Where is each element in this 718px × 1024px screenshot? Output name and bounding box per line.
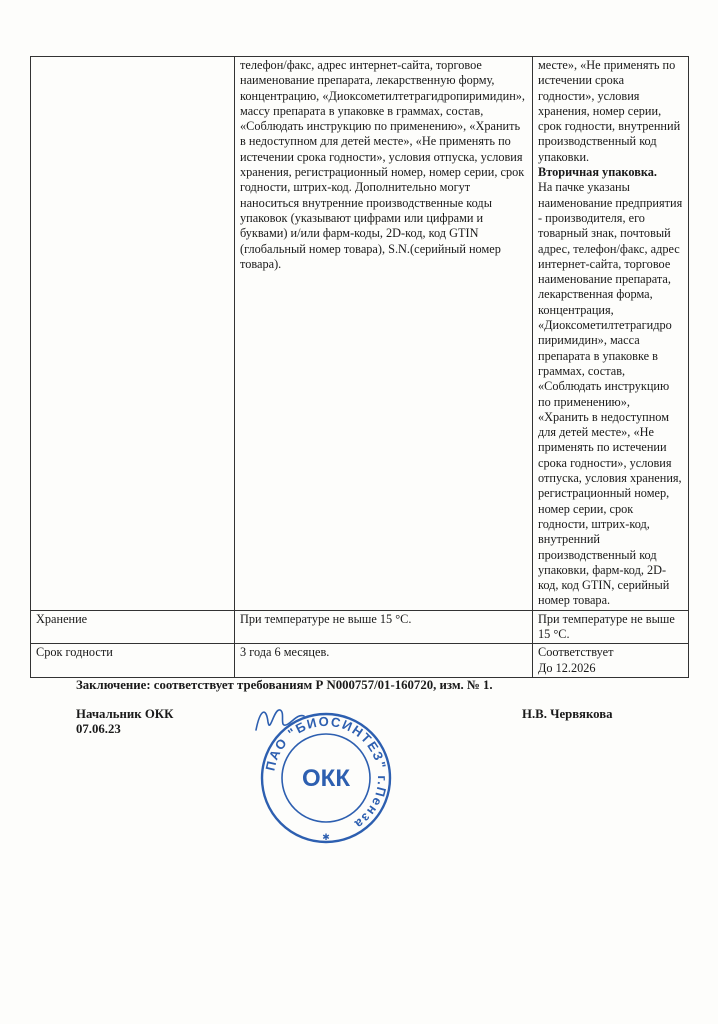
svg-text:ПАО "БИОСИНТЕЗ" г.Пенза: ПАО "БИОСИНТЕЗ" г.Пенза bbox=[262, 713, 391, 833]
secondary-packaging-heading: Вторичная упаковка. bbox=[538, 165, 657, 180]
result-line: Соответствует bbox=[538, 645, 614, 660]
label-cell: Хранение bbox=[31, 610, 235, 644]
signatory-name: Н.В. Червякова bbox=[522, 707, 613, 721]
requirement-cell: При температуре не выше 15 °C. bbox=[235, 610, 533, 644]
svg-text:ОКК: ОКК bbox=[302, 765, 350, 792]
signature-date: 07.06.23 bbox=[76, 722, 121, 736]
requirement-cell bbox=[235, 57, 533, 611]
result-cell bbox=[533, 57, 689, 611]
okk-stamp-seal bbox=[256, 708, 396, 848]
svg-text:✱: ✱ bbox=[322, 832, 330, 842]
label-cell bbox=[31, 57, 235, 611]
conclusion-text: Заключение: соответствует требованиям Р N000757/01-160720, изм. № 1. bbox=[76, 678, 493, 692]
head-title: Начальник ОКК bbox=[76, 707, 174, 721]
spec-table bbox=[30, 56, 689, 678]
requirement-text: телефон/факс, адрес интернет-сайта, торговое наименование препарата, лекарственную форму, концентрацию, «Диоксометилтетрагидропиримидин», массу препарата в упаковке в граммах, состав, «Соблюдать инструкцию по применению», «Хранить в недоступном для детей месте», «Не применять по истечении срока годности», условия отпуска, условия хранения, регистрационный номер, номер серии, срок годности, штрих-код. Дополнительно могут наноситься внутренние производственные коды упаковок (указывают цифрами или цифрами и буквами) и/или фарм-коды, 2D-код, код GTIN (глобальный номер товара), S.N.(серийный номер товара). bbox=[240, 58, 525, 271]
result-line: До 12.2026 bbox=[538, 660, 596, 675]
result-text-primary: месте», «Не применять по истечении срока годности», условия хранения, номер серии, срок годности, внутренний производственный код упаковки. bbox=[538, 58, 681, 164]
result-text-secondary: На пачке указаны наименование предприятия - производителя, его товарный знак, почтовый адрес, телефон/факс, адрес интернет-сайта, торговое наименование препарата, лекарственная форма, концентрация, «Диоксометилтетрагидро пиримидин», масса препарата в упаковке в граммах, состав, «Соблюдать инструкцию по применению», «Хранить в недоступном для детей месте», «Не применять по истечении срока годности», условия отпуска, условия хранения, регистрационный номер, номер серии, срок годности, штрих-код, внутренний производственный код упаковки, фарм-код, 2D-код, код GTIN, серийный номер товара. bbox=[538, 180, 683, 608]
result-cell bbox=[533, 644, 689, 678]
table-row bbox=[31, 57, 689, 611]
label-cell: Срок годности bbox=[31, 644, 235, 678]
table-row bbox=[31, 610, 689, 644]
table-row bbox=[31, 644, 689, 678]
result-cell: При температуре не выше 15 °C. bbox=[533, 610, 689, 644]
requirement-cell: 3 года 6 месяцев. bbox=[235, 644, 533, 678]
